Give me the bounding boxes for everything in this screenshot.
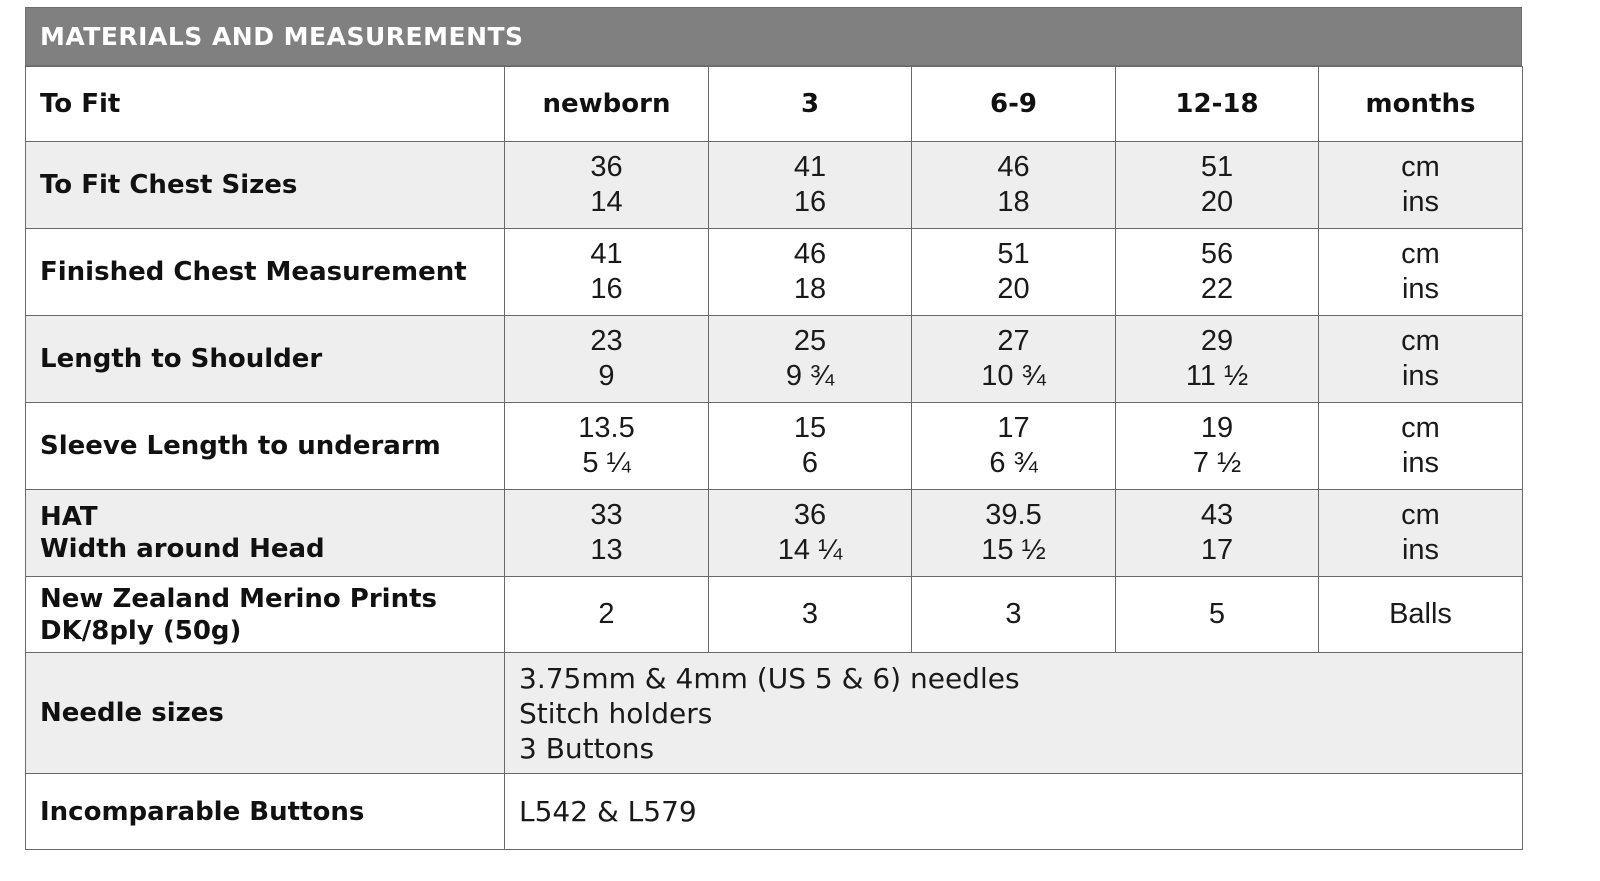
value-cell: 5 <box>1116 577 1319 653</box>
value-cell: 3 <box>912 577 1116 653</box>
value-cell: 36 14 ¼ <box>709 490 912 577</box>
button-codes: L542 & L579 <box>505 774 1523 850</box>
value-cell: 3 <box>709 577 912 653</box>
size-header: 12-18 <box>1116 67 1319 142</box>
value-cell: 13.5 5 ¼ <box>505 403 709 490</box>
value-cell: 41 16 <box>709 142 912 229</box>
row-label: Sleeve Length to underarm <box>26 403 505 490</box>
table-row <box>26 403 1523 490</box>
table-row <box>26 577 1523 653</box>
unit-cell: cm ins <box>1319 490 1523 577</box>
needle-details: 3.75mm & 4mm (US 5 & 6) needles Stitch holders 3 Buttons <box>505 653 1523 774</box>
table-header-row <box>26 67 1523 142</box>
value-cell: 56 22 <box>1116 229 1319 316</box>
size-header: 6-9 <box>912 67 1116 142</box>
value-cell: 25 9 ¾ <box>709 316 912 403</box>
measurements-table <box>25 66 1523 850</box>
row-label: HAT Width around Head <box>26 490 505 577</box>
unit-header: months <box>1319 67 1523 142</box>
value-cell: 17 6 ¾ <box>912 403 1116 490</box>
size-header: newborn <box>505 67 709 142</box>
unit-cell: Balls <box>1319 577 1523 653</box>
value-cell: 23 9 <box>505 316 709 403</box>
value-cell: 43 17 <box>1116 490 1319 577</box>
table-row <box>26 142 1523 229</box>
value-cell: 46 18 <box>912 142 1116 229</box>
value-cell: 19 7 ½ <box>1116 403 1319 490</box>
materials-measurements-panel <box>25 7 1522 850</box>
value-cell: 33 13 <box>505 490 709 577</box>
unit-cell: cm ins <box>1319 142 1523 229</box>
value-cell: 41 16 <box>505 229 709 316</box>
row-label: Needle sizes <box>26 653 505 774</box>
table-row <box>26 316 1523 403</box>
value-cell: 27 10 ¾ <box>912 316 1116 403</box>
row-label: Incomparable Buttons <box>26 774 505 850</box>
value-cell: 46 18 <box>709 229 912 316</box>
size-header: 3 <box>709 67 912 142</box>
table-row <box>26 653 1523 774</box>
row-label: Finished Chest Measurement <box>26 229 505 316</box>
value-cell: 15 6 <box>709 403 912 490</box>
unit-cell: cm ins <box>1319 229 1523 316</box>
value-cell: 29 11 ½ <box>1116 316 1319 403</box>
value-cell: 51 20 <box>912 229 1116 316</box>
section-title: MATERIALS AND MEASUREMENTS <box>25 7 1522 66</box>
unit-cell: cm ins <box>1319 316 1523 403</box>
row-label: New Zealand Merino Prints DK/8ply (50g) <box>26 577 505 653</box>
row-label: Length to Shoulder <box>26 316 505 403</box>
value-cell: 2 <box>505 577 709 653</box>
table-row <box>26 229 1523 316</box>
table-row <box>26 490 1523 577</box>
header-label: To Fit <box>26 67 505 142</box>
row-label: To Fit Chest Sizes <box>26 142 505 229</box>
value-cell: 39.5 15 ½ <box>912 490 1116 577</box>
value-cell: 51 20 <box>1116 142 1319 229</box>
value-cell: 36 14 <box>505 142 709 229</box>
table-row <box>26 774 1523 850</box>
unit-cell: cm ins <box>1319 403 1523 490</box>
